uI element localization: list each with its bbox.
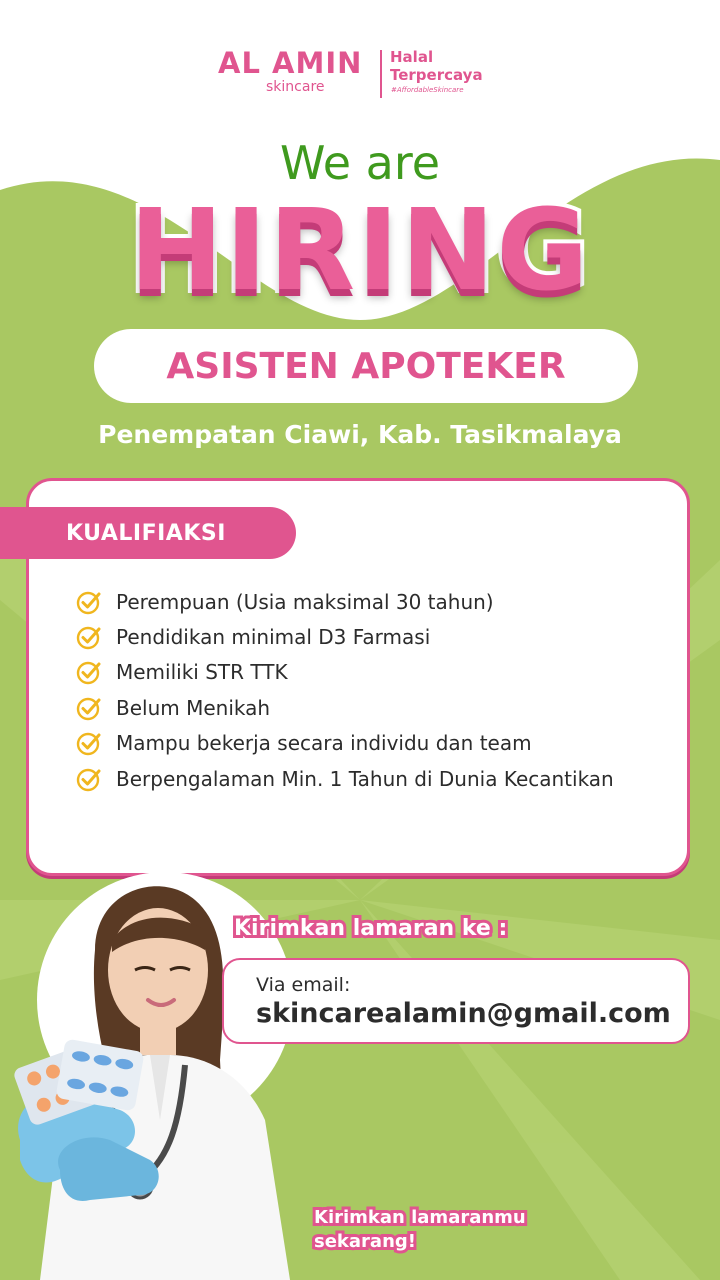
list-item	[76, 761, 676, 796]
brand-name: AL AMIN	[218, 46, 363, 80]
qualification-text: Belum Menikah	[116, 695, 271, 720]
logo-divider	[380, 50, 382, 98]
brand-tagline-2: Terpercaya	[390, 66, 483, 84]
list-item	[76, 584, 676, 619]
check-circle-icon	[76, 766, 102, 792]
call-to-action	[314, 1206, 526, 1254]
check-circle-icon	[76, 659, 102, 685]
cta-line-2: sekarang!	[314, 1231, 416, 1252]
email-label: Via email:	[256, 974, 351, 996]
check-circle-icon	[76, 730, 102, 756]
list-item	[76, 619, 676, 654]
check-circle-icon	[76, 624, 102, 650]
check-circle-icon	[76, 695, 102, 721]
qualification-text: Memiliki STR TTK	[116, 660, 288, 685]
qualifications-list	[76, 584, 676, 796]
position-title: ASISTEN APOTEKER	[166, 345, 566, 387]
placement-text: Penempatan Ciawi, Kab. Tasikmalaya	[98, 420, 622, 449]
email-card	[222, 958, 690, 1044]
qualification-text: Perempuan (Usia maksimal 30 tahun)	[116, 589, 494, 614]
headline-main: HIRING	[129, 186, 591, 316]
brand-sub: skincare	[266, 79, 325, 95]
list-item	[76, 690, 676, 725]
qualifications-title: KUALIFIAKSI	[66, 520, 226, 546]
apply-title: Kirimkan lamaran ke :	[234, 916, 508, 941]
qualification-text: Mampu bekerja secara individu dan team	[116, 731, 532, 756]
brand-tagline-1: Halal	[390, 48, 434, 66]
check-circle-icon	[76, 589, 102, 615]
brand-logo	[0, 46, 720, 106]
list-item	[76, 655, 676, 690]
list-item	[76, 726, 676, 761]
qualifications-tab	[0, 507, 296, 559]
headline-intro: We are	[279, 136, 441, 190]
brand-hashtag: #AffordableSkincare	[391, 86, 464, 94]
cta-line-1: Kirimkan lamaranmu	[314, 1207, 526, 1228]
qualification-text: Pendidikan minimal D3 Farmasi	[116, 625, 431, 650]
email-link[interactable]: skincarealamin@gmail.com	[256, 998, 671, 1029]
qualification-text: Berpengalaman Min. 1 Tahun di Dunia Kecantikan	[116, 766, 614, 791]
position-badge	[94, 329, 638, 403]
